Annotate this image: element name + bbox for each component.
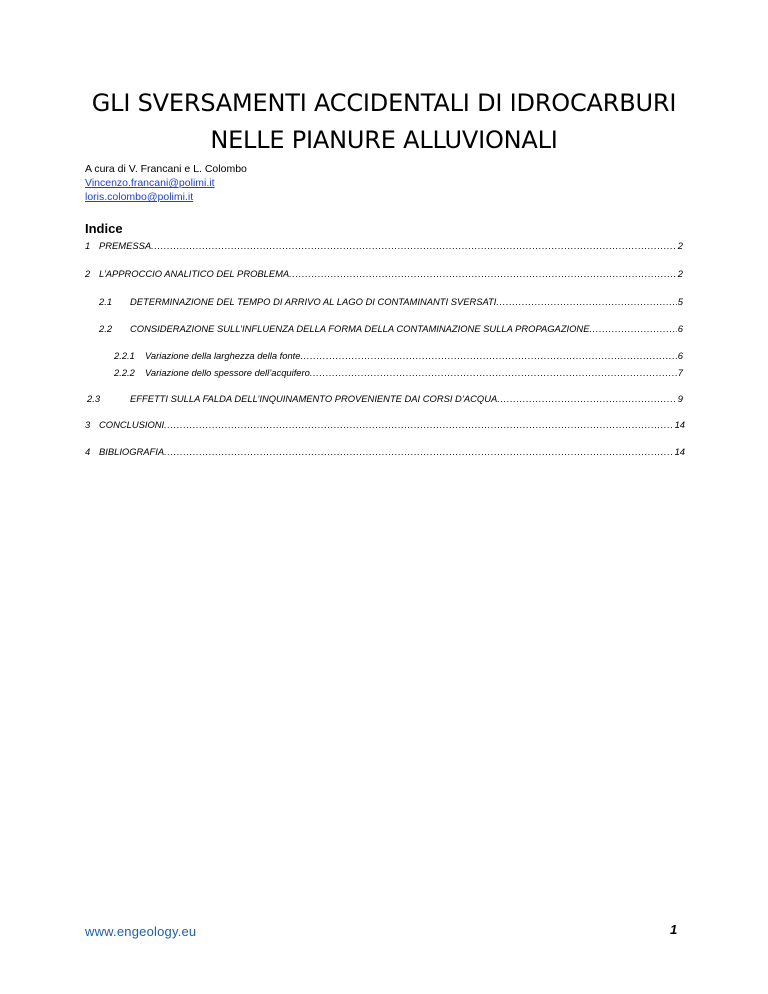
toc-page-number: 14 <box>674 446 685 457</box>
toc-entry-4[interactable] <box>85 446 685 459</box>
email-link-francani[interactable]: Vincenzo.francani@polimi.it <box>85 177 215 189</box>
toc-entry-2-2-1[interactable] <box>114 350 683 363</box>
toc-number: 3 <box>85 419 91 430</box>
toc-title: PREMESSA <box>99 240 152 251</box>
footer-website: www.engeology.eu <box>85 924 197 939</box>
toc-entry-2-1[interactable] <box>99 296 683 309</box>
toc-title: L’APPROCCIO ANALITICO DEL PROBLEMA <box>99 268 290 279</box>
toc-number: 2.2 <box>99 323 113 334</box>
toc-number: 4 <box>85 446 91 457</box>
toc-entry-2-2-2[interactable] <box>114 367 683 380</box>
toc-number: 2.2.2 <box>114 367 135 378</box>
toc-page-number: 9 <box>677 393 683 404</box>
toc-entry-2-3[interactable] <box>87 393 683 406</box>
toc-leader-dots <box>151 240 677 251</box>
toc-page-number: 2 <box>677 240 683 251</box>
toc-title: Variazione della larghezza della fonte <box>145 350 301 361</box>
toc-number: 2.1 <box>99 296 113 307</box>
toc-page-number: 6 <box>677 350 683 361</box>
toc-entry-3[interactable] <box>85 419 685 432</box>
toc-title: BIBLIOGRAFIA <box>99 446 165 457</box>
footer-page-number: 1 <box>670 922 678 937</box>
toc-page-number: 6 <box>677 323 683 334</box>
toc-leader-dots <box>164 419 673 430</box>
toc-page-number: 5 <box>677 296 683 307</box>
toc-entry-2[interactable] <box>85 268 683 281</box>
toc-leader-dots <box>289 268 677 279</box>
toc-page-number: 2 <box>677 268 683 279</box>
toc-page-number: 7 <box>677 367 683 378</box>
toc-page-number: 14 <box>674 419 685 430</box>
toc-title: DETERMINAZIONE DEL TEMPO DI ARRIVO AL LAGO DI CONTAMINANTI SVERSATI <box>130 296 497 307</box>
toc-entry-2-2[interactable] <box>99 323 683 336</box>
toc-leader-dots <box>164 446 673 457</box>
toc-leader-dots <box>300 350 676 361</box>
authors-line: A cura di V. Francani e L. Colombo <box>85 163 247 175</box>
email-link-colombo[interactable]: loris.colombo@polimi.it <box>85 191 194 203</box>
toc-leader-dots <box>497 393 677 404</box>
toc-number: 2.2.1 <box>114 350 135 361</box>
toc-title: EFFETTI SULLA FALDA DELL’INQUINAMENTO PROVENIENTE DAI CORSI D’ACQUA <box>130 393 498 404</box>
toc-title: CONSIDERAZIONE SULL’INFLUENZA DELLA FORMA DELLA CONTAMINAZIONE SULLA PROPAGAZIONE <box>130 323 590 334</box>
index-heading: Indice <box>85 221 123 236</box>
toc-number: 2 <box>85 268 91 279</box>
toc-number: 1 <box>85 240 91 251</box>
toc-leader-dots <box>496 296 676 307</box>
toc-title: Variazione dello spessore dell’acquifero <box>145 367 310 378</box>
toc-leader-dots <box>589 323 676 334</box>
toc-number: 2.3 <box>87 393 101 404</box>
title-line-2: NELLE PIANURE ALLUVIONALI <box>210 126 558 154</box>
toc-title: CONCLUSIONI <box>99 419 165 430</box>
title-line-1: GLI SVERSAMENTI ACCIDENTALI DI IDROCARBURI <box>91 89 677 117</box>
toc-leader-dots <box>310 367 677 378</box>
toc-entry-1[interactable] <box>85 240 683 253</box>
